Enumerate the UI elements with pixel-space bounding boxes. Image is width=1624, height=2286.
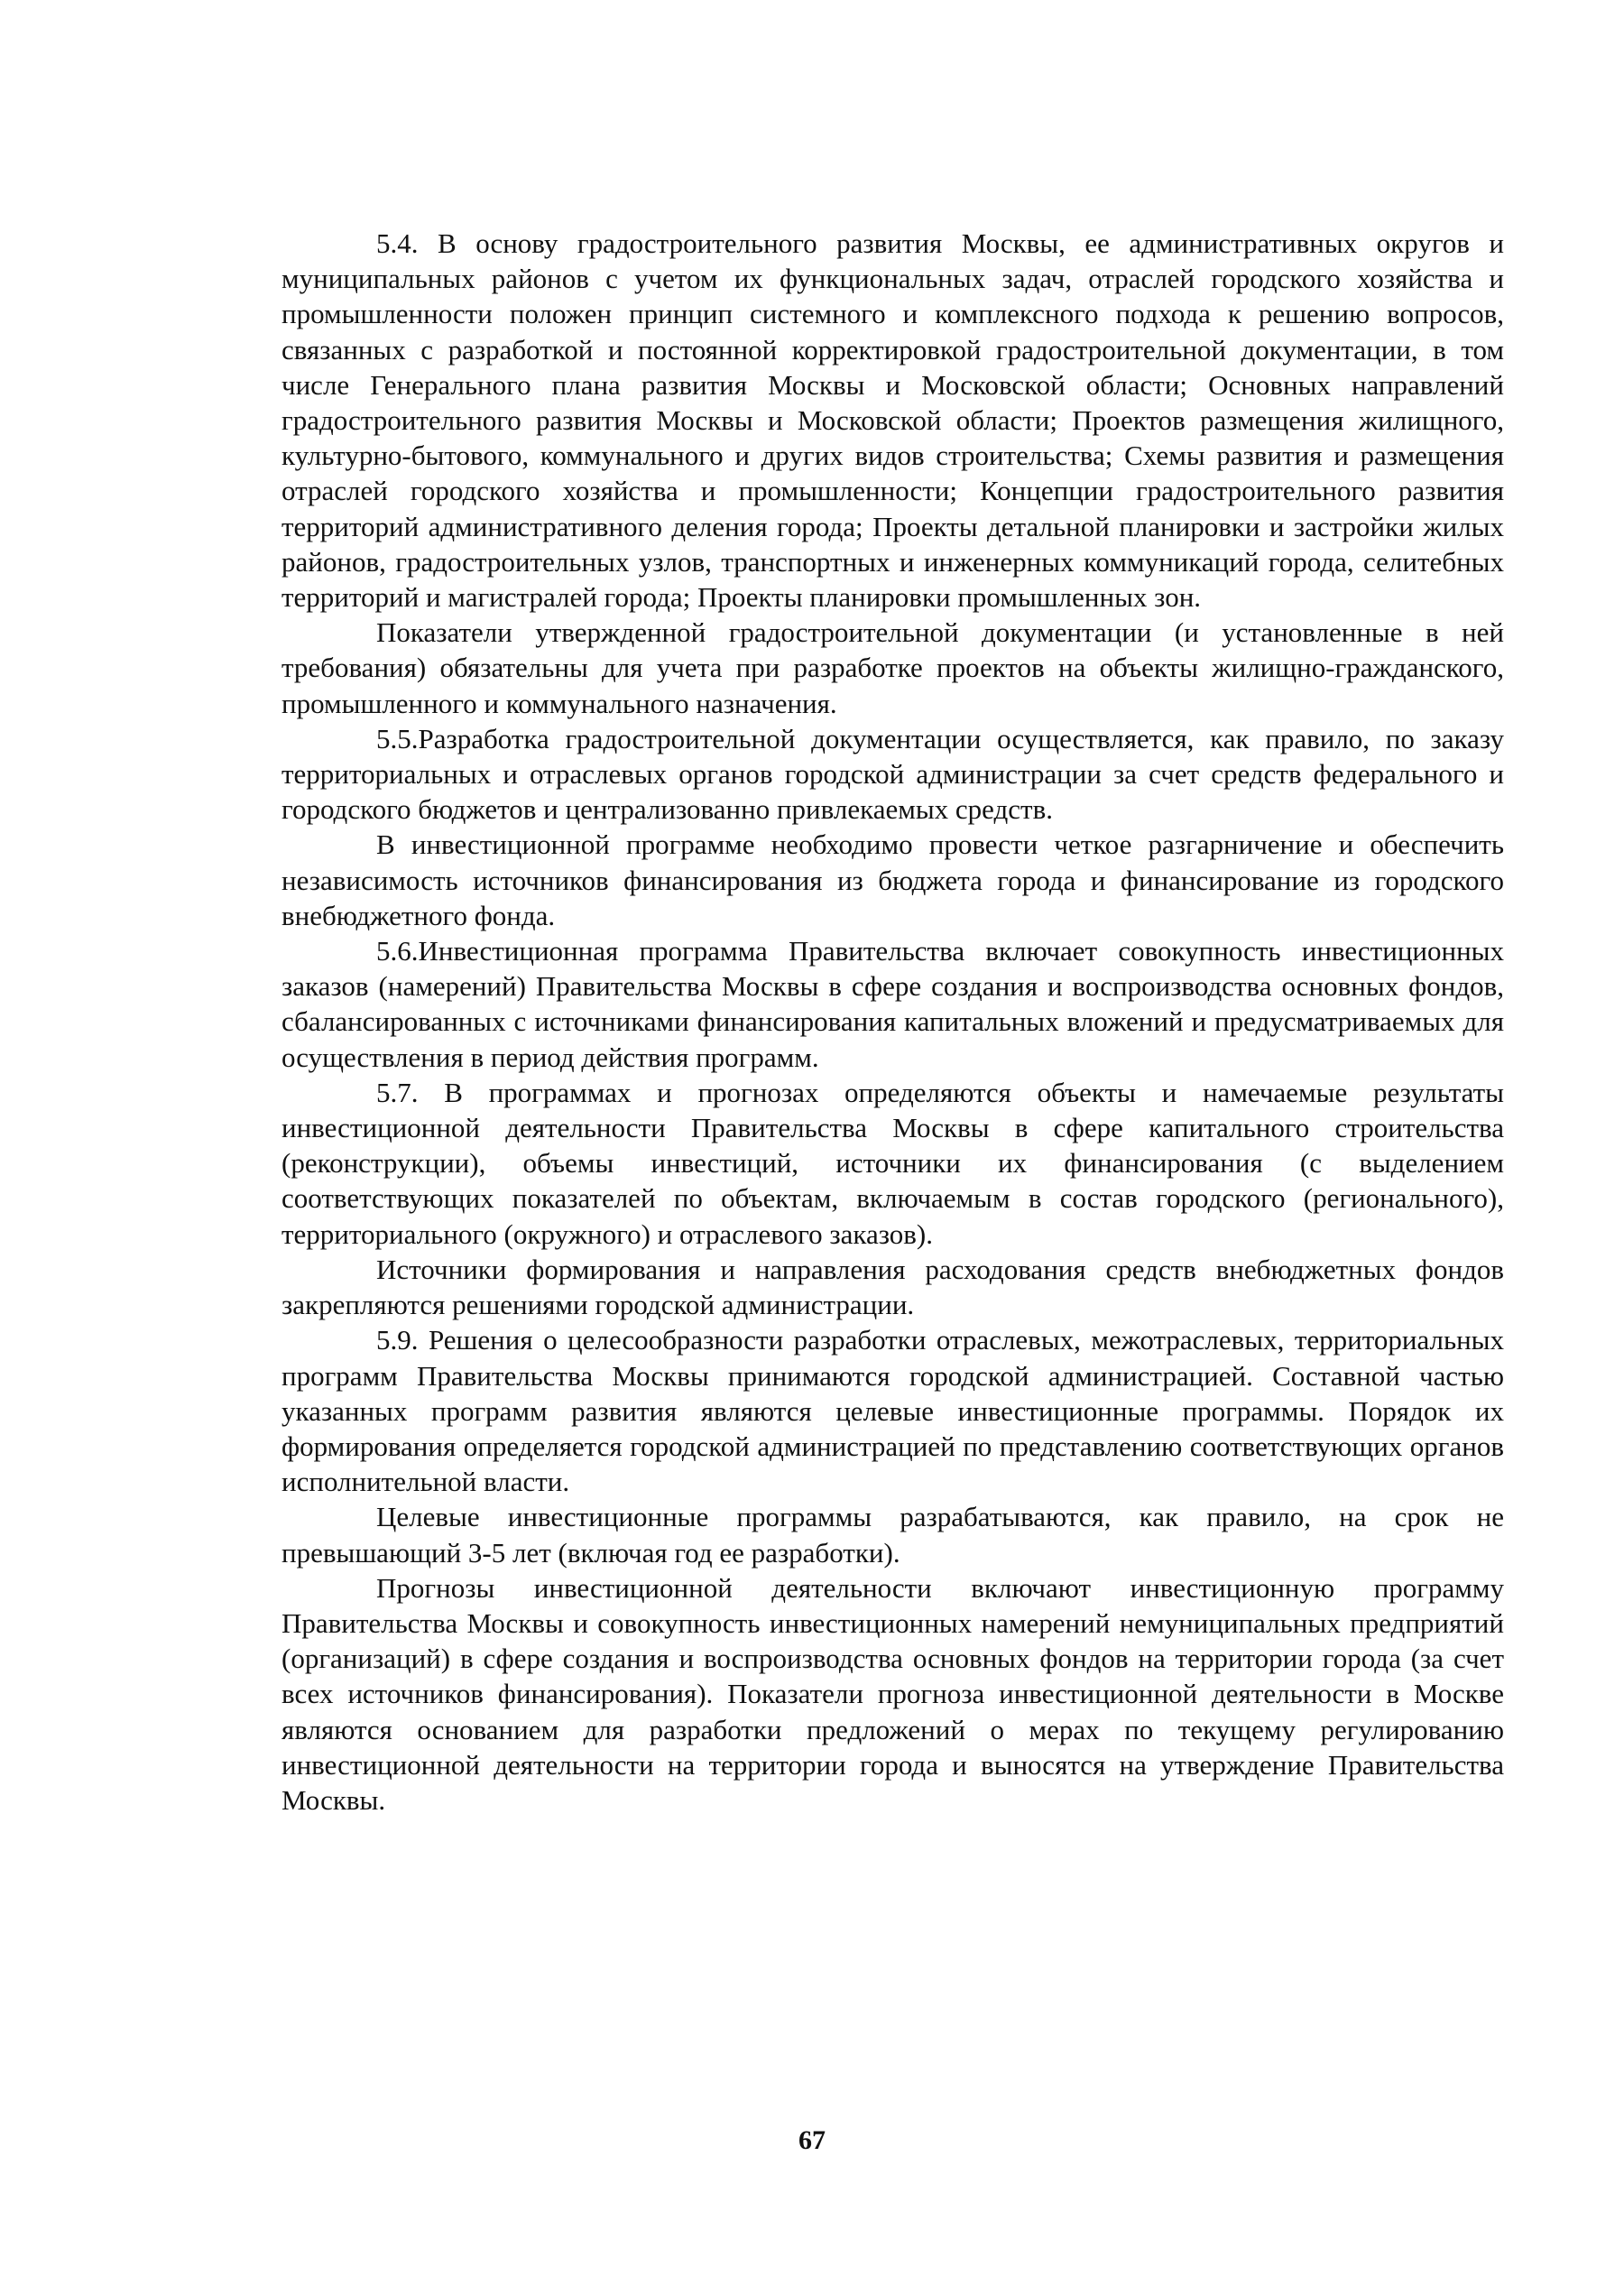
- page-number: 67: [798, 2125, 826, 2155]
- paragraph-funding-sources: Источники формирования и направления расходования средств внебюджетных фондов закрепляются решениями городской администрации.: [281, 1253, 1504, 1321]
- paragraph-5-4: 5.4. В основу градостроительного развития Москвы, ее административных округов и муниципальных районов с учетом их функциональных задач, отраслей городского хозяйства и промышленности положен принцип системного и комплексного подхода к решению вопросов, связанных с разработкой и постоянной корректировкой градостроительной документации, в том числе Генерального плана развития Москвы и Московской области; Основных направлений градостроительного развития Москвы и Московской области; Проектов размещения жилищного, культурно-бытового, коммунального и других видов строительства; Схемы развития и размещения отраслей городского хозяйства и промышленности; Концепции градостроительного развития территорий административного деления города; Проекты детальной планировки и застройки жилых районов, градостроительных узлов, транспортных и инженерных коммуникаций города, селитебных территорий и магистралей города; Проекты планировки промышленных зон.: [281, 227, 1504, 614]
- paragraph-5-7: 5.7. В программах и прогнозах определяются объекты и намечаемые результаты инвестиционной деятельности Правительства Москвы в сфере капитального строительства (реконструкции), объемы инвестиций, источники их финансирования (с выделением соответствующих показателей по объектам, включаемым в состав городского (регионального), территориального (окружного) и отраслевого заказов).: [281, 1076, 1504, 1250]
- paragraph-indicators: Показатели утвержденной градостроительной документации (и установленные в ней требования) обязательны для учета при разработке проектов на объекты жилищно-гражданского, промышленного и коммунального назначения.: [281, 616, 1504, 719]
- paragraph-5-6: 5.6.Инвестиционная программа Правительства включает совокупность инвестиционных заказов (намерений) Правительства Москвы в сфере создания и воспроизводства основных фондов, сбалансированных с источниками финансирования капитальных вложений и предусматриваемых для осуществления в период действия программ.: [281, 935, 1504, 1073]
- paragraph-5-9: 5.9. Решения о целесообразности разработки отраслевых, межотраслевых, территориальных программ Правительства Москвы принимаются городской администрацией. Составной частью указанных программ развития являются целевые инвестиционные программы. Порядок их формирования определяется городской администрацией по представлению соответствующих органов исполнительной власти.: [281, 1324, 1504, 1498]
- paragraph-5-5: 5.5.Разработка градостроительной документации осуществляется, как правило, по заказу территориальных и отраслевых органов городской администрации за счет средств федерального и городского бюджетов и централизованно привлекаемых средств.: [281, 722, 1504, 826]
- document-body: [281, 226, 1504, 1818]
- paragraph-investment-program: В инвестиционной программе необходимо провести четкое разгарничение и обеспечить независимость источников финансирования из бюджета города и финансирование из городского внебюджетного фонда.: [281, 828, 1504, 931]
- paragraph-target-programs: Целевые инвестиционные программы разрабатываются, как правило, на срок не превышающий 3-5 лет (включая год ее разработки).: [281, 1501, 1504, 1569]
- paragraph-forecasts: Прогнозы инвестиционной деятельности включают инвестиционную программу Правительства Москвы и совокупность инвестиционных намерений немуниципальных предприятий (организаций) в сфере создания и воспроизводства основных фондов на территории города (за счет всех источников финансирования). Показатели прогноза инвестиционной деятельности в Москве являются основанием для разработки предложений о мерах по текущему регулированию инвестиционной деятельности на территории города и выносятся на утверждение Правительства Москвы.: [281, 1571, 1504, 1816]
